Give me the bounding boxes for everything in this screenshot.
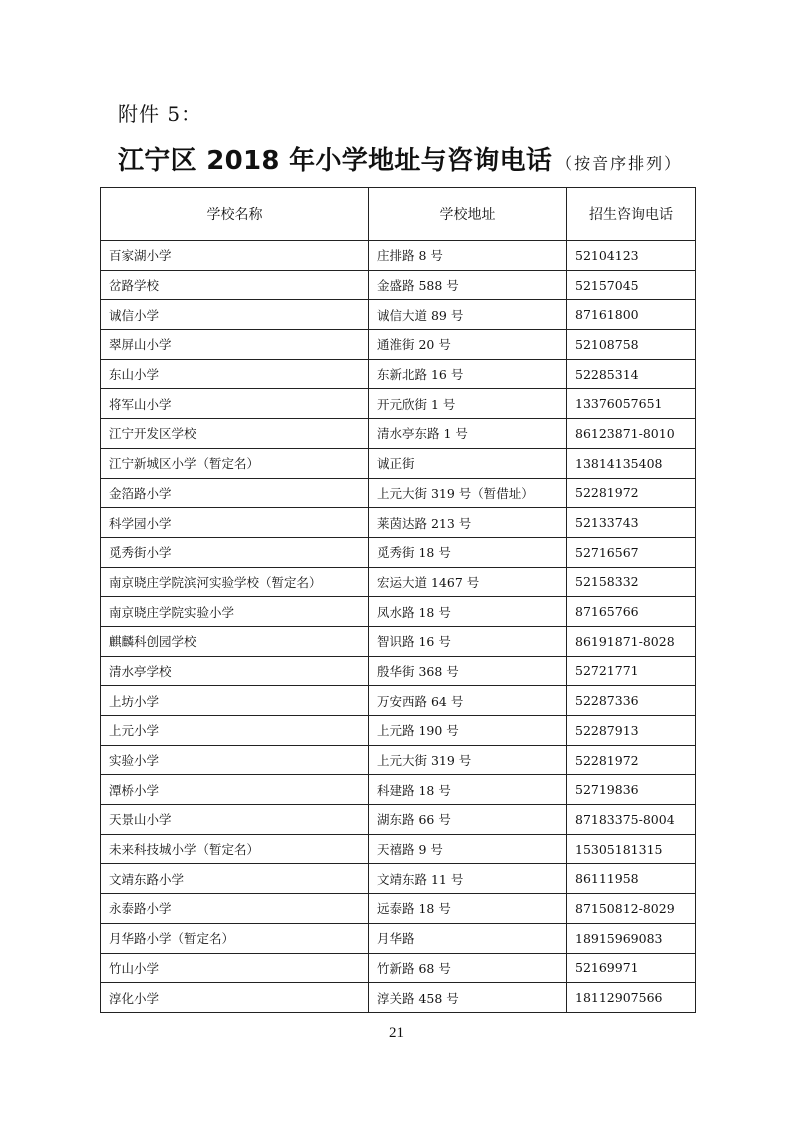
school-phone-cell: 52158332 xyxy=(567,567,696,597)
school-phone-cell: 52104123 xyxy=(567,241,696,271)
table-row xyxy=(101,834,696,864)
school-phone-cell: 87165766 xyxy=(567,597,696,627)
table-row xyxy=(101,448,696,478)
school-phone-cell: 52287913 xyxy=(567,716,696,746)
school-name-cell: 竹山小学 xyxy=(101,953,369,983)
school-address-cell: 远泰路 18 号 xyxy=(369,894,567,924)
school-name-cell: 江宁开发区学校 xyxy=(101,419,369,449)
school-address-cell: 莱茵达路 213 号 xyxy=(369,508,567,538)
school-name-cell: 南京晓庄学院实验小学 xyxy=(101,597,369,627)
school-address-cell: 开元欣街 1 号 xyxy=(369,389,567,419)
school-name-cell: 清水亭学校 xyxy=(101,656,369,686)
school-address-cell: 觅秀街 18 号 xyxy=(369,537,567,567)
school-name-cell: 金箔路小学 xyxy=(101,478,369,508)
table-header-row xyxy=(101,188,696,241)
school-table xyxy=(100,187,696,1013)
school-phone-cell: 52281972 xyxy=(567,478,696,508)
school-name-cell: 东山小学 xyxy=(101,359,369,389)
school-name-cell: 将军山小学 xyxy=(101,389,369,419)
school-name-cell: 江宁新城区小学（暂定名） xyxy=(101,448,369,478)
school-address-cell: 殷华街 368 号 xyxy=(369,656,567,686)
school-name-cell: 潭桥小学 xyxy=(101,775,369,805)
school-name-cell: 麒麟科创园学校 xyxy=(101,626,369,656)
school-address-cell: 天禧路 9 号 xyxy=(369,834,567,864)
title-main: 江宁区 2018 年小学地址与咨询电话 xyxy=(118,146,553,176)
table-row xyxy=(101,270,696,300)
table-row xyxy=(101,656,696,686)
table-row xyxy=(101,419,696,449)
school-phone-cell: 13376057651 xyxy=(567,389,696,419)
school-name-cell: 南京晓庄学院滨河实验学校（暂定名） xyxy=(101,567,369,597)
school-phone-cell: 52157045 xyxy=(567,270,696,300)
school-name-cell: 上坊小学 xyxy=(101,686,369,716)
table-row xyxy=(101,389,696,419)
school-phone-cell: 52716567 xyxy=(567,537,696,567)
school-address-cell: 上元路 190 号 xyxy=(369,716,567,746)
school-phone-cell: 13814135408 xyxy=(567,448,696,478)
table-row xyxy=(101,537,696,567)
school-phone-cell: 87183375-8004 xyxy=(567,805,696,835)
table-row xyxy=(101,923,696,953)
school-phone-cell: 86111958 xyxy=(567,864,696,894)
table-row xyxy=(101,330,696,360)
school-address-cell: 金盛路 588 号 xyxy=(369,270,567,300)
school-address-cell: 诚正街 xyxy=(369,448,567,478)
school-address-cell: 湖东路 66 号 xyxy=(369,805,567,835)
school-name-cell: 未来科技城小学（暂定名） xyxy=(101,834,369,864)
school-name-cell: 岔路学校 xyxy=(101,270,369,300)
school-phone-cell: 18112907566 xyxy=(567,983,696,1013)
school-address-cell: 文靖东路 11 号 xyxy=(369,864,567,894)
table-row xyxy=(101,686,696,716)
table-body xyxy=(101,241,696,1013)
title-sub: （按音序排列） xyxy=(556,154,683,173)
school-address-cell: 月华路 xyxy=(369,923,567,953)
table-row xyxy=(101,508,696,538)
header-enrollment-phone: 招生咨询电话 xyxy=(567,188,696,241)
school-name-cell: 文靖东路小学 xyxy=(101,864,369,894)
school-phone-cell: 52719836 xyxy=(567,775,696,805)
school-name-cell: 诚信小学 xyxy=(101,300,369,330)
school-name-cell: 月华路小学（暂定名） xyxy=(101,923,369,953)
table-row xyxy=(101,567,696,597)
header-school-address: 学校地址 xyxy=(369,188,567,241)
school-name-cell: 实验小学 xyxy=(101,745,369,775)
school-address-cell: 通淮街 20 号 xyxy=(369,330,567,360)
school-address-cell: 万安西路 64 号 xyxy=(369,686,567,716)
school-address-cell: 东新北路 16 号 xyxy=(369,359,567,389)
school-phone-cell: 52721771 xyxy=(567,656,696,686)
school-address-cell: 庄排路 8 号 xyxy=(369,241,567,271)
table-row xyxy=(101,894,696,924)
table-row xyxy=(101,300,696,330)
table-row xyxy=(101,745,696,775)
table-row xyxy=(101,597,696,627)
table-row xyxy=(101,241,696,271)
school-phone-cell: 18915969083 xyxy=(567,923,696,953)
school-name-cell: 淳化小学 xyxy=(101,983,369,1013)
attachment-label: 附件 5： xyxy=(118,102,203,126)
table-row xyxy=(101,864,696,894)
school-name-cell: 翠屏山小学 xyxy=(101,330,369,360)
table-row xyxy=(101,983,696,1013)
school-phone-cell: 15305181315 xyxy=(567,834,696,864)
school-address-cell: 宏运大道 1467 号 xyxy=(369,567,567,597)
document-title xyxy=(118,140,682,180)
school-name-cell: 永泰路小学 xyxy=(101,894,369,924)
school-phone-cell: 52285314 xyxy=(567,359,696,389)
table-row xyxy=(101,775,696,805)
school-phone-cell: 86123871-8010 xyxy=(567,419,696,449)
school-address-cell: 凤水路 18 号 xyxy=(369,597,567,627)
table-row xyxy=(101,359,696,389)
school-phone-cell: 52287336 xyxy=(567,686,696,716)
school-address-cell: 诚信大道 89 号 xyxy=(369,300,567,330)
school-address-cell: 智识路 16 号 xyxy=(369,626,567,656)
school-name-cell: 上元小学 xyxy=(101,716,369,746)
school-name-cell: 觅秀街小学 xyxy=(101,537,369,567)
school-address-cell: 清水亭东路 1 号 xyxy=(369,419,567,449)
school-address-cell: 科建路 18 号 xyxy=(369,775,567,805)
school-phone-cell: 52133743 xyxy=(567,508,696,538)
table-row xyxy=(101,953,696,983)
header-school-name: 学校名称 xyxy=(101,188,369,241)
school-phone-cell: 87150812-8029 xyxy=(567,894,696,924)
table-row xyxy=(101,626,696,656)
school-name-cell: 科学园小学 xyxy=(101,508,369,538)
school-address-cell: 上元大街 319 号（暂借址） xyxy=(369,478,567,508)
school-address-cell: 上元大街 319 号 xyxy=(369,745,567,775)
school-address-cell: 竹新路 68 号 xyxy=(369,953,567,983)
school-name-cell: 百家湖小学 xyxy=(101,241,369,271)
school-phone-cell: 87161800 xyxy=(567,300,696,330)
school-phone-cell: 86191871-8028 xyxy=(567,626,696,656)
table-row xyxy=(101,716,696,746)
school-address-cell: 淳关路 458 号 xyxy=(369,983,567,1013)
school-name-cell: 天景山小学 xyxy=(101,805,369,835)
table-row xyxy=(101,805,696,835)
table-row xyxy=(101,478,696,508)
school-phone-cell: 52108758 xyxy=(567,330,696,360)
page-number: 21 xyxy=(389,1025,404,1041)
school-phone-cell: 52281972 xyxy=(567,745,696,775)
school-phone-cell: 52169971 xyxy=(567,953,696,983)
